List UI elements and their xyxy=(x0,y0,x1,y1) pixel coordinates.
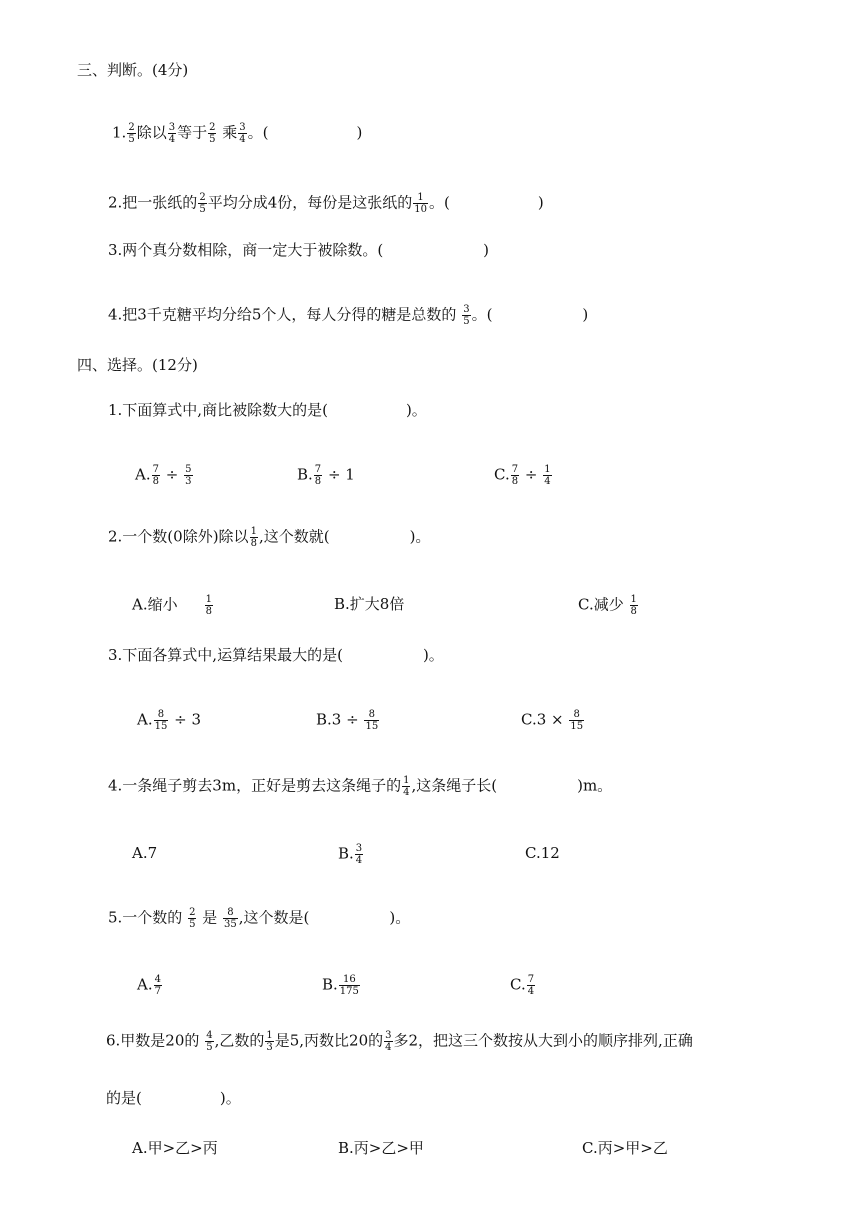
fraction xyxy=(198,192,206,215)
fraction-numerator: 3 xyxy=(239,122,246,133)
fraction xyxy=(384,1030,392,1053)
option-b xyxy=(297,464,355,487)
choice-question-2 xyxy=(108,526,430,549)
fraction xyxy=(188,907,196,930)
text-segment: ) xyxy=(356,123,363,142)
option-a: A.7 xyxy=(132,844,158,862)
text-segment: ÷ 3 xyxy=(174,710,202,729)
text-segment: A. xyxy=(135,465,151,484)
section-3-heading: 三、判断。(4分) xyxy=(77,61,189,79)
text-segment: )。 xyxy=(405,401,427,419)
option-a: A.甲>乙>丙 xyxy=(132,1139,218,1157)
fraction-denominator: 5 xyxy=(199,204,206,215)
choice-question-6-cont xyxy=(106,1088,241,1108)
choice-question-3 xyxy=(108,645,444,665)
choice-question-1 xyxy=(108,400,427,420)
fraction-numerator: 7 xyxy=(152,464,159,475)
text-segment: 。( xyxy=(247,123,269,142)
fraction-denominator: 10 xyxy=(414,204,427,215)
text-segment: 是 xyxy=(202,908,218,927)
text-segment: C.3 × xyxy=(521,710,564,729)
text-segment: 是5,丙数比20的 xyxy=(274,1031,384,1050)
fraction xyxy=(265,1030,273,1053)
fraction-numerator: 2 xyxy=(189,907,196,918)
fraction xyxy=(168,122,176,145)
fraction xyxy=(154,974,162,997)
fraction xyxy=(127,122,135,145)
text-segment: 6.甲数是20的 xyxy=(106,1031,200,1050)
fraction-denominator: 8 xyxy=(314,476,322,487)
text-segment: 5.一个数的 xyxy=(108,908,183,927)
fraction-denominator: 8 xyxy=(250,538,257,549)
option-a xyxy=(137,709,201,732)
fraction-denominator: 5 xyxy=(463,316,470,327)
judge-question-3 xyxy=(108,240,489,260)
fraction xyxy=(205,594,213,617)
fraction xyxy=(223,907,238,930)
fraction-denominator: 5 xyxy=(128,134,135,145)
option-b xyxy=(316,709,380,732)
choice-question-4 xyxy=(108,775,612,798)
fraction xyxy=(511,464,519,487)
option-b: B.丙>乙>甲 xyxy=(338,1139,424,1157)
fraction-numerator: 1 xyxy=(403,775,410,786)
text-segment: B. xyxy=(338,844,354,863)
text-segment: 平均分成4份，每份是这张纸的 xyxy=(207,193,413,212)
fraction-denominator: 4 xyxy=(403,787,410,798)
fraction xyxy=(462,304,470,327)
text-segment: C. xyxy=(494,465,510,484)
choice-question-5 xyxy=(108,907,410,930)
fraction-numerator: 8 xyxy=(569,709,584,721)
fraction-numerator: 8 xyxy=(154,709,169,721)
fraction xyxy=(402,775,410,798)
fraction-numerator: 1 xyxy=(205,594,212,605)
fraction-numerator: 2 xyxy=(199,192,206,203)
option-a xyxy=(135,464,194,487)
fraction xyxy=(152,464,160,487)
fraction-denominator: 4 xyxy=(544,476,551,487)
text-segment: 多2，把这三个数按从大到小的顺序排列,正确 xyxy=(393,1031,693,1050)
choice-question-6 xyxy=(106,1030,693,1053)
text-segment: 2.把一张纸的 xyxy=(108,193,198,212)
fraction-denominator: 4 xyxy=(168,134,176,145)
fraction xyxy=(339,974,360,997)
fraction-numerator: 2 xyxy=(209,122,216,133)
text-segment: 4.把3千克糖平均分给5个人，每人分得的糖是总数的 xyxy=(108,305,457,324)
fraction-numerator: 1 xyxy=(413,192,428,204)
fraction-denominator: 3 xyxy=(185,476,192,487)
fraction-numerator: 7 xyxy=(511,464,519,475)
fraction-numerator: 1 xyxy=(544,464,551,475)
fraction xyxy=(413,192,428,215)
fraction-denominator: 35 xyxy=(224,919,237,930)
fraction-numerator: 16 xyxy=(339,974,360,986)
text-segment: 4.一条绳子剪去3m，正好是剪去这条绳子的 xyxy=(108,776,402,795)
fraction-denominator: 5 xyxy=(206,1042,213,1053)
option-c xyxy=(521,709,585,732)
text-segment: ,这个数就( xyxy=(258,527,330,546)
fraction-denominator: 15 xyxy=(570,721,584,732)
text-segment: B. xyxy=(297,465,313,484)
section-4-heading: 四、选择。(12分) xyxy=(77,356,198,374)
option-c: C.丙>甲>乙 xyxy=(582,1139,668,1157)
fraction-denominator: 175 xyxy=(339,986,359,997)
option-c: C.12 xyxy=(525,844,560,862)
fraction-numerator: 4 xyxy=(206,1030,213,1041)
text-segment: C. xyxy=(510,975,526,994)
fraction xyxy=(364,709,379,732)
option-b xyxy=(338,843,364,866)
option-b xyxy=(322,974,361,997)
text-segment: A. xyxy=(137,975,153,994)
text-segment: 3.两个真分数相除，商一定大于被除数。( xyxy=(108,241,384,259)
text-segment: ÷ 1 xyxy=(327,465,355,484)
fraction-denominator: 4 xyxy=(355,855,363,866)
fraction xyxy=(543,464,551,487)
option-b: B.扩大8倍 xyxy=(334,595,405,613)
fraction-numerator: 3 xyxy=(168,122,176,133)
fraction xyxy=(314,464,322,487)
fraction-numerator: 1 xyxy=(266,1030,273,1041)
text-segment: ,这个数是( xyxy=(238,908,310,927)
fraction-numerator: 3 xyxy=(463,304,470,315)
fraction-denominator: 4 xyxy=(239,134,246,145)
text-segment: 。( xyxy=(428,193,450,212)
text-segment: ,这条绳子长( xyxy=(411,776,498,795)
text-segment: C.减少 xyxy=(578,595,624,614)
fraction-denominator: 5 xyxy=(189,919,196,930)
fraction-numerator: 3 xyxy=(355,843,363,854)
fraction xyxy=(527,974,535,997)
fraction xyxy=(154,709,169,732)
fraction-numerator: 5 xyxy=(185,464,192,475)
fraction-numerator: 8 xyxy=(364,709,379,721)
fraction-denominator: 7 xyxy=(154,986,161,997)
text-segment: 除以 xyxy=(136,123,167,142)
text-segment: A. xyxy=(137,710,153,729)
option-a xyxy=(137,974,163,997)
text-segment: )。 xyxy=(219,1089,241,1107)
text-segment: B. xyxy=(322,975,338,994)
text-segment: 1. xyxy=(112,123,127,142)
text-segment: ÷ xyxy=(524,465,538,484)
fraction-denominator: 3 xyxy=(266,1042,273,1053)
text-segment: )。 xyxy=(389,908,411,927)
option-c xyxy=(578,594,639,617)
text-segment: 的是( xyxy=(106,1089,142,1107)
fraction xyxy=(355,843,363,866)
text-segment: )m。 xyxy=(577,776,613,795)
text-segment: ) xyxy=(537,193,544,212)
text-segment: 。( xyxy=(471,305,493,324)
text-segment: )。 xyxy=(422,646,444,664)
text-segment: A.缩小 xyxy=(132,595,178,614)
text-segment: ,乙数的 xyxy=(214,1031,265,1050)
judge-question-1 xyxy=(112,122,362,145)
fraction-denominator: 15 xyxy=(365,721,379,732)
judge-question-4 xyxy=(108,304,588,327)
fraction xyxy=(569,709,584,732)
fraction-denominator: 4 xyxy=(385,1042,392,1053)
text-segment: ÷ xyxy=(165,465,179,484)
fraction-numerator: 7 xyxy=(527,974,535,985)
fraction-denominator: 4 xyxy=(527,986,535,997)
text-segment: ) xyxy=(582,305,589,324)
option-c xyxy=(494,464,553,487)
fraction-numerator: 3 xyxy=(385,1030,392,1041)
fraction-numerator: 8 xyxy=(223,907,238,919)
fraction-denominator: 8 xyxy=(205,606,212,617)
fraction-numerator: 7 xyxy=(314,464,322,475)
fraction-denominator: 8 xyxy=(511,476,519,487)
fraction xyxy=(238,122,246,145)
fraction-denominator: 5 xyxy=(209,134,216,145)
text-segment: )。 xyxy=(409,527,431,546)
text-segment: B.3 ÷ xyxy=(316,710,359,729)
judge-question-2 xyxy=(108,192,544,215)
fraction xyxy=(205,1030,213,1053)
text-segment: 3.下面各算式中,运算结果最大的是( xyxy=(108,646,343,664)
fraction-denominator: 8 xyxy=(152,476,159,487)
text-segment: 等于 xyxy=(177,123,208,142)
fraction-denominator: 15 xyxy=(154,721,168,732)
text-segment: 2.一个数(0除外)除以 xyxy=(108,527,249,546)
option-c xyxy=(510,974,536,997)
fraction xyxy=(184,464,192,487)
text-segment: ) xyxy=(483,241,490,259)
fraction-numerator: 1 xyxy=(250,526,257,537)
fraction-denominator: 8 xyxy=(630,606,637,617)
text-segment: 乘 xyxy=(222,123,238,142)
fraction xyxy=(250,526,258,549)
fraction-numerator: 2 xyxy=(128,122,135,133)
fraction xyxy=(208,122,216,145)
text-segment: 1.下面算式中,商比被除数大的是( xyxy=(108,401,328,419)
fraction-numerator: 4 xyxy=(154,974,161,985)
fraction-numerator: 1 xyxy=(630,594,637,605)
fraction xyxy=(630,594,638,617)
option-a xyxy=(132,594,214,617)
